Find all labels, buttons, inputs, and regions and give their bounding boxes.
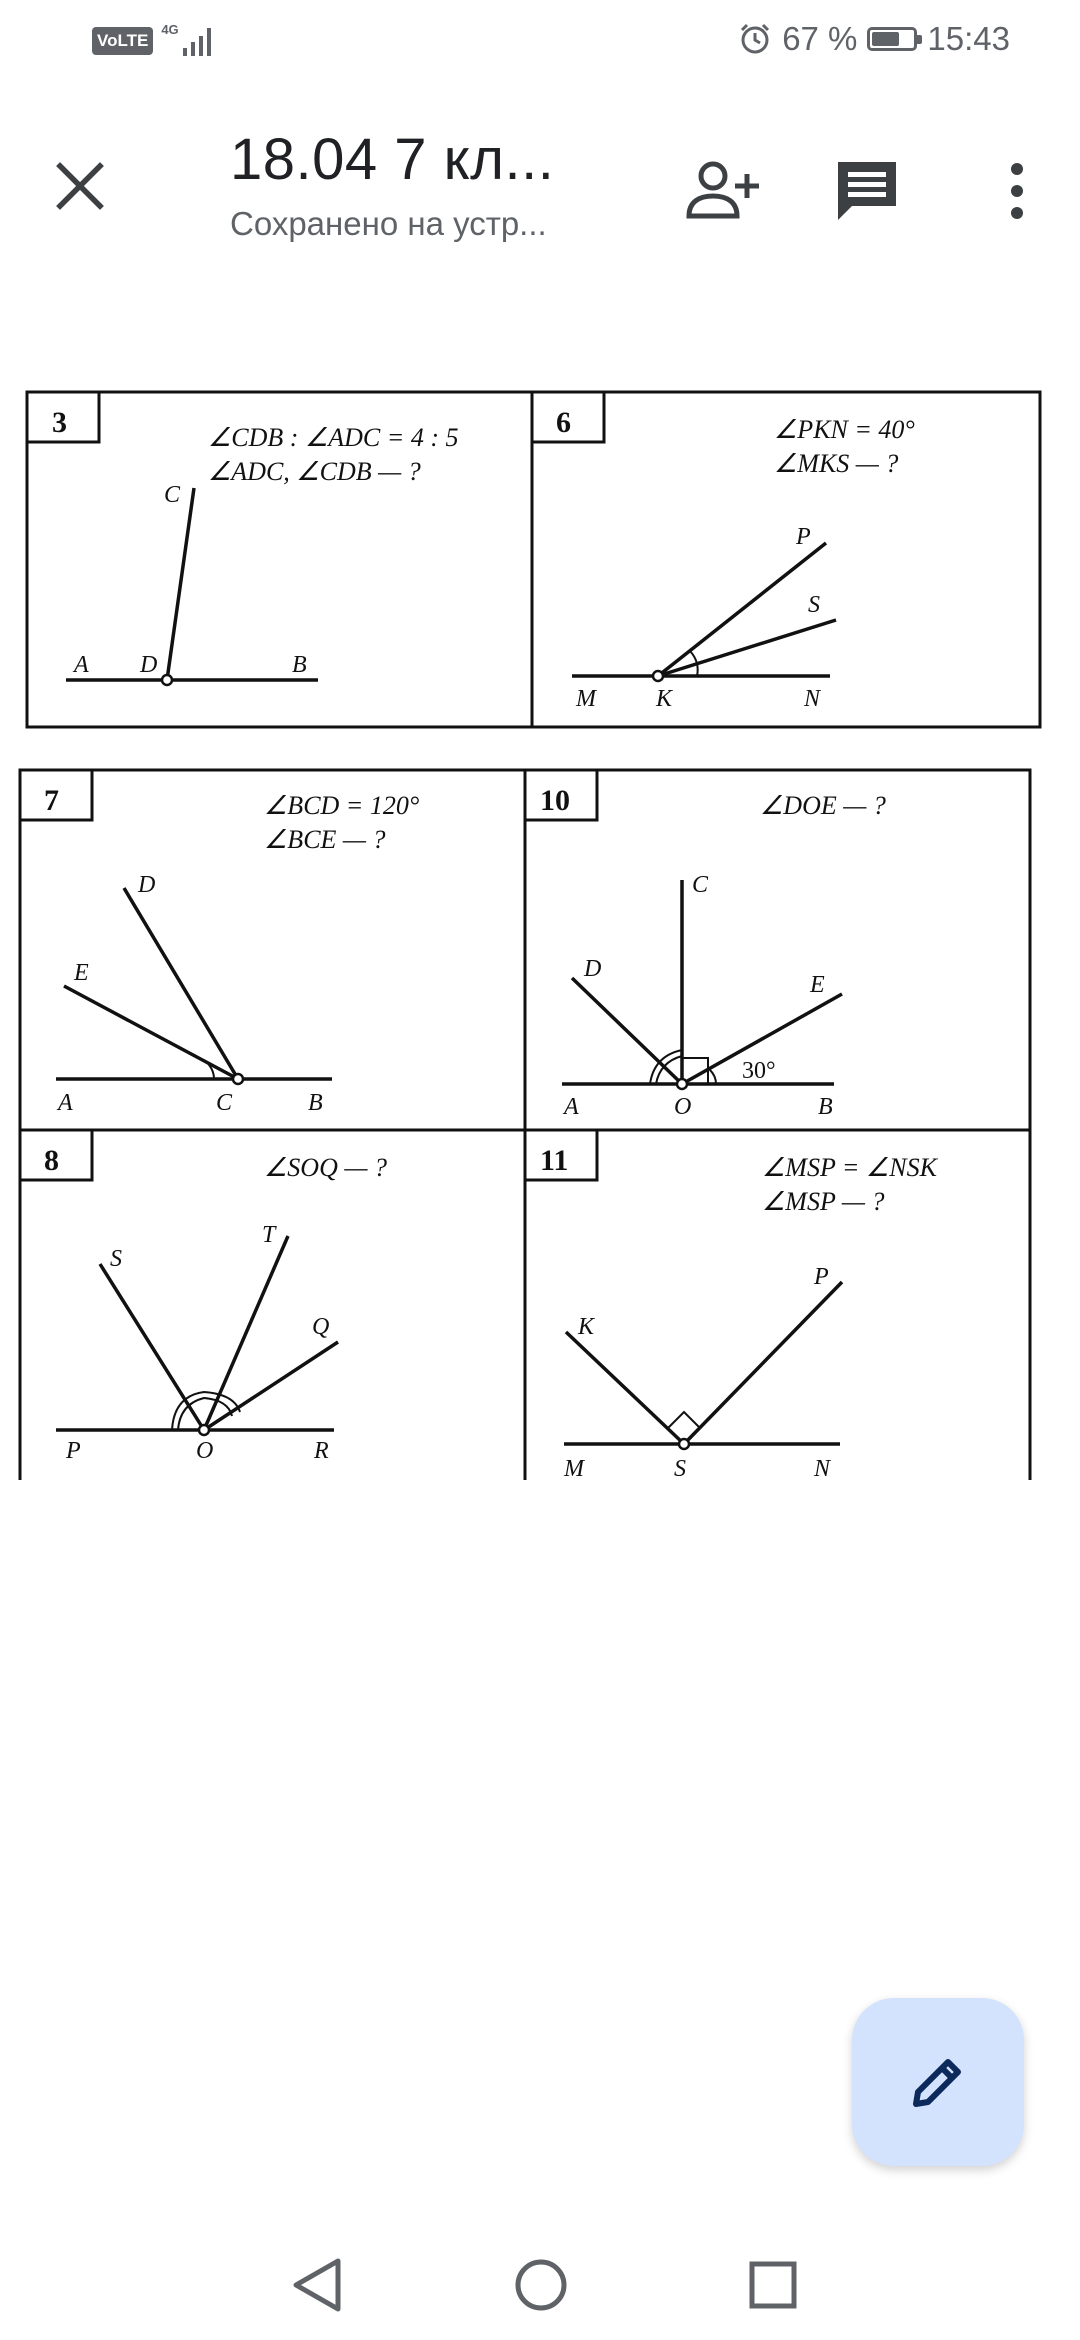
document-title: 18.04 7 кл... <box>230 127 555 192</box>
point-label: B <box>818 1094 833 1120</box>
point-label: O <box>196 1438 214 1464</box>
point-label: M <box>576 686 596 712</box>
alarm-icon <box>738 22 772 56</box>
point-label: Q <box>312 1314 330 1340</box>
nav-back-button[interactable] <box>272 2240 362 2330</box>
problem-6 <box>532 392 1040 727</box>
problem-text-line: ∠MKS — ? <box>774 449 899 478</box>
signal-icon <box>161 24 221 58</box>
problem-11 <box>525 1130 939 1482</box>
comment-icon <box>834 158 900 224</box>
point-label: T <box>262 1222 276 1248</box>
point-label: B <box>292 652 307 678</box>
app-bar <box>0 96 1080 276</box>
angle-annotation: 30° <box>742 1058 776 1084</box>
problem-text-line: ∠MSP = ∠NSK <box>762 1153 937 1182</box>
battery-icon <box>867 27 917 51</box>
share-button[interactable] <box>678 146 768 236</box>
point-label: D <box>140 652 158 678</box>
battery-percent: 67 % <box>782 20 858 57</box>
close-icon <box>54 160 106 212</box>
point-label: E <box>74 960 89 986</box>
problem-number: 7 <box>44 784 59 817</box>
point-label: A <box>564 1094 579 1120</box>
nav-recents-button[interactable] <box>728 2240 818 2330</box>
problem-text-line: ∠MSP — ? <box>762 1187 885 1216</box>
edit-fab[interactable] <box>852 1998 1024 2166</box>
status-left <box>92 24 221 58</box>
point-label: C <box>216 1090 233 1116</box>
point-label: N <box>804 686 821 712</box>
point-label: S <box>674 1456 686 1482</box>
point-label: C <box>692 872 709 898</box>
problem-number: 8 <box>44 1144 59 1177</box>
network-type-label: 4G <box>161 22 179 37</box>
document-subtitle: Сохранено на устр... <box>230 205 547 242</box>
point-label: B <box>308 1090 323 1116</box>
point-label: O <box>674 1094 692 1120</box>
point-label: S <box>808 592 820 618</box>
problem-number: 6 <box>556 406 571 439</box>
clock: 15:43 <box>927 20 1010 57</box>
point-label: D <box>584 956 602 982</box>
more-vert-icon <box>1007 161 1027 221</box>
title-block <box>230 126 650 243</box>
problem-7 <box>20 770 525 1480</box>
problem-number: 11 <box>540 1144 569 1177</box>
geometry-worksheet <box>0 370 1080 1490</box>
home-circle-icon <box>513 2257 569 2313</box>
point-label: S <box>110 1246 122 1272</box>
point-label: K <box>578 1314 595 1340</box>
point-label: E <box>810 972 825 998</box>
problem-text-line: ∠CDB : ∠ADC = 4 : 5 <box>208 423 459 452</box>
point-label: A <box>58 1090 73 1116</box>
status-bar <box>0 0 1080 86</box>
point-label: M <box>564 1456 584 1482</box>
problem-text-line: ∠ADC, ∠CDB — ? <box>208 457 421 486</box>
point-label: D <box>138 872 156 898</box>
point-label: P <box>796 524 811 550</box>
problem-10 <box>525 770 1030 1480</box>
add-person-icon <box>685 160 761 222</box>
problem-number: 3 <box>52 406 67 439</box>
problem-text-line: ∠SOQ — ? <box>264 1153 387 1182</box>
problem-number: 10 <box>540 784 570 817</box>
point-label: N <box>814 1456 831 1482</box>
point-label: C <box>164 482 181 508</box>
point-label: A <box>74 652 89 678</box>
document-image <box>0 370 1080 1490</box>
problem-text-line: ∠DOE — ? <box>760 791 886 820</box>
more-options-button[interactable] <box>972 146 1062 236</box>
close-button[interactable] <box>40 146 120 226</box>
point-label: P <box>814 1264 829 1290</box>
point-label: R <box>314 1438 329 1464</box>
back-triangle-icon <box>290 2257 344 2313</box>
edit-pencil-icon <box>906 2050 970 2114</box>
problem-text-line: ∠BCD = 120° <box>264 791 420 820</box>
system-nav-bar <box>0 2220 1080 2340</box>
nav-home-button[interactable] <box>496 2240 586 2330</box>
battery-level-fill <box>872 32 899 46</box>
status-right <box>738 20 1010 58</box>
volte-badge: VoLTE <box>92 27 153 55</box>
problem-8 <box>20 1130 387 1464</box>
problem-text-line: ∠BCE — ? <box>264 825 386 854</box>
problem-3 <box>27 392 532 727</box>
comments-button[interactable] <box>822 146 912 236</box>
point-label: K <box>656 686 673 712</box>
point-label: P <box>66 1438 81 1464</box>
problem-text-line: ∠PKN = 40° <box>774 415 915 444</box>
recents-square-icon <box>748 2260 798 2310</box>
